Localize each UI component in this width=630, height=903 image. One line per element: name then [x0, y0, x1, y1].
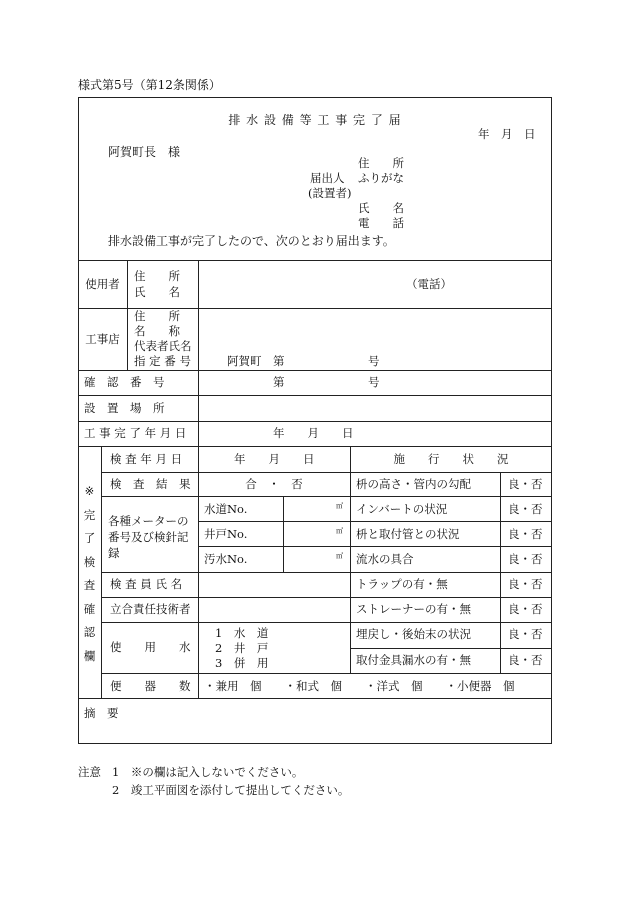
side-char: 完	[83, 507, 96, 522]
check-result: 良・否	[508, 653, 543, 667]
meter-name: 汚水No.	[204, 552, 248, 566]
water-option: 2 井 戸	[215, 641, 269, 655]
side-char: 欄	[83, 648, 96, 663]
inspection-result-label: 検 査 結 果	[110, 477, 191, 491]
row-divider	[78, 421, 552, 422]
user-phone-label: （電話）	[406, 277, 452, 291]
check-item: 取付金具漏水の有・無	[356, 653, 471, 667]
side-char: 査	[83, 578, 96, 592]
check-item: 枡と取付管との状況	[356, 527, 460, 541]
contractor-label: 工事店	[85, 332, 120, 346]
inspection-date-value: 年 月 日	[234, 452, 315, 466]
col-divider	[350, 446, 351, 673]
meter-unit: ㎥	[336, 527, 343, 535]
check-item: 枡の高さ・管内の勾配	[356, 477, 471, 491]
row-divider	[101, 622, 552, 623]
applicant-name-label: 氏 名	[358, 201, 404, 215]
contractor-name-label: 名 称	[134, 324, 180, 338]
row-divider	[101, 496, 552, 497]
side-char: ※	[84, 484, 95, 498]
check-result: 良・否	[508, 627, 543, 641]
user-name-label: 氏 名	[134, 285, 180, 299]
completion-date-label: 工 事 完 了 年 月 日	[84, 426, 187, 440]
witness-label: 立合責任技術者	[110, 602, 191, 616]
contractor-regno-label: 指 定 番 号	[134, 354, 191, 368]
row-divider	[78, 370, 552, 371]
meter-name: 井戸No.	[204, 527, 248, 541]
meter-name: 水道No.	[204, 502, 248, 516]
meter-unit: ㎥	[336, 552, 343, 560]
col-divider	[500, 472, 501, 673]
note-item: 2 竣工平面図を添付して提出してください。	[112, 783, 350, 797]
inspection-date-label: 検 査 年 月 日	[110, 452, 183, 466]
col-divider	[101, 446, 102, 698]
applicant-installer-label: (設置者)	[308, 186, 352, 200]
toilet-label: 便 器 数	[110, 679, 191, 693]
check-result: 良・否	[508, 577, 543, 591]
applicant-phone-label: 電 話	[358, 216, 404, 230]
check-result: 良・否	[508, 502, 543, 516]
confirmation-no-suffix: 号	[368, 375, 380, 389]
contractor-rep-label: 代表者氏名	[134, 339, 192, 353]
row-divider	[101, 597, 552, 598]
row-divider	[78, 446, 552, 447]
check-result: 良・否	[508, 602, 543, 616]
check-item: トラップの有・無	[356, 577, 448, 591]
addressee: 阿賀町長 様	[108, 145, 181, 159]
contractor-town: 阿賀町 第	[227, 354, 285, 368]
contractor-number-suffix: 号	[368, 354, 380, 368]
col-divider	[283, 496, 284, 572]
user-address-label: 住 所	[134, 269, 180, 283]
check-item: 流水の具合	[356, 552, 414, 566]
check-item: 埋戻し・後始末の状況	[356, 627, 471, 641]
toilet-value: ・兼用 個 ・和式 個 ・洋式 個 ・小便器 個	[204, 679, 515, 693]
side-char: 検	[83, 554, 96, 569]
check-item: ストレーナーの有・無	[356, 602, 471, 616]
inspector-label: 検 査 員 氏 名	[110, 577, 183, 591]
check-result: 良・否	[508, 527, 543, 541]
date-line: 年 月 日	[478, 127, 536, 141]
form-number: 様式第5号（第12条関係）	[78, 78, 221, 92]
confirmation-no-prefix: 第	[273, 375, 285, 389]
applicant-furigana-label: ふりがな	[358, 171, 404, 185]
water-option: 1 水 道	[215, 626, 269, 640]
row-divider	[78, 395, 552, 396]
col-divider	[127, 260, 128, 370]
applicant-label: 届出人	[310, 171, 345, 185]
water-label: 使 用 水	[110, 640, 191, 654]
remarks-label: 摘 要	[84, 706, 119, 720]
check-result: 良・否	[508, 477, 543, 491]
row-divider	[198, 521, 552, 522]
side-char: 確	[83, 601, 96, 616]
confirmation-no-label: 確 認 番 号	[84, 375, 165, 389]
water-option: 3 併 用	[215, 656, 269, 670]
row-divider	[350, 648, 552, 649]
check-item: インバートの状況	[356, 502, 448, 516]
row-divider	[198, 546, 552, 547]
contractor-address-label: 住 所	[134, 309, 180, 323]
note-item: 1 ※の欄は記入しないでください。	[112, 765, 304, 779]
location-label: 設 置 場 所	[84, 401, 165, 415]
status-header: 施 行 状 況	[393, 452, 509, 466]
form-title: 排 水 設 備 等 工 事 完 了 届	[228, 113, 402, 127]
completion-date-value: 年 月 日	[273, 426, 354, 440]
side-char: 了	[83, 531, 96, 545]
side-char: 認	[83, 625, 96, 639]
check-result: 良・否	[508, 552, 543, 566]
user-label: 使用者	[85, 277, 120, 291]
inspection-side-label	[78, 480, 101, 668]
row-divider	[78, 260, 552, 261]
inspection-result-value: 合 ・ 否	[245, 477, 303, 491]
row-divider	[101, 472, 552, 473]
meter-unit: ㎥	[336, 502, 343, 510]
row-divider	[78, 698, 552, 699]
meter-label: 各種メーターの番号及び検針記録	[108, 514, 189, 560]
statement: 排水設備工事が完了したので、次のとおり届出ます。	[108, 234, 395, 248]
row-divider	[101, 572, 552, 573]
applicant-address-label: 住 所	[358, 156, 404, 170]
notes-heading: 注意	[78, 765, 101, 779]
row-divider	[101, 673, 552, 674]
